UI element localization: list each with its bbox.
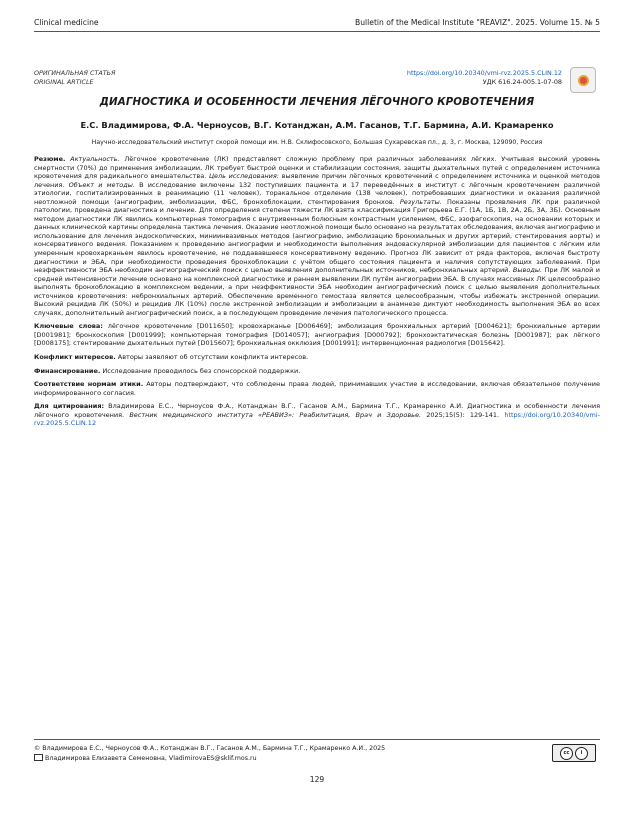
citation-issue: 2025;15(5): 129-141. (426, 410, 500, 419)
udc-code: УДК 616.24-005.1-07-08 (482, 78, 562, 86)
abstract (34, 155, 600, 317)
funding-label: Финансирование. (34, 366, 101, 375)
keywords-label: Ключевые слова: (34, 322, 103, 331)
copyright: © Владимирова Е.С., Черноусов Ф.А., Котанджан В.Г., Гасанов А.М., Бармина Т.Г., Крамаренко А.И., 2025 (34, 745, 386, 752)
doi-link[interactable]: https://doi.org/10.20340/vmi-rvz.2025.5.CLIN.12 (406, 69, 562, 77)
contact (34, 754, 385, 764)
contact-text[interactable]: Владимирова Елизавета Семеновна, VladimirovaES@sklif.mos.ru (45, 755, 257, 762)
ethics-label: Соответствие нормам этики. (34, 380, 144, 389)
keywords (34, 322, 600, 348)
relevance-label: Актуальность. (70, 155, 120, 163)
mail-icon (34, 754, 43, 761)
conflict-label: Конфликт интересов. (34, 353, 116, 362)
ethics-text: Авторы подтверждают, что соблюдены права людей, принимавших участие в исследовании, включая обязательное получение информированного согласия. (34, 380, 600, 397)
citation-authors: Владимирова Е.С., Черноусов Ф.А., Котанджан В.Г., Гасанов А.М., Бармина Т.Г., Крамаренко А.И. Диагностика и особенности лечения лёгочного кровотечения. (34, 402, 600, 419)
header-divider (34, 31, 600, 32)
abstract-label: Резюме. (34, 155, 66, 163)
aim-text: выявление причин лёгочных кровотечений с определением источника и оценкой методов лечения. (34, 172, 601, 189)
conclusions-label: Выводы. (512, 266, 543, 275)
article-type (34, 69, 116, 87)
article-front-matter (34, 155, 600, 433)
aim-label: Цель исследования: (208, 172, 279, 181)
keywords-text: лёгочное кровотечение [D011650]; кровохарканье [D006469]; эмболизация бронхиальных артерий [D004621]; бронхиальные артерии [D001981]; бронхоскопия [D001999]; компьютерная томография [D014057]; ангиография [D000792]; бронхоэктатическая болезнь [D001987]; рак лёгкого [D008175]; стентирование дыхательных путей [D015607]; бронхиальная окклюзия [D001991]; интервенционная радиология [D015642]. (34, 322, 600, 348)
results-text: Показаны проявления ЛК при различной патологии, проведена диагностика и лечение. Для определения степени тяжести ЛК взята классификация Григорьева Е.Г. (1А, 1Б, 1В, 2А, 2Б, 3А, 3Б). Основным методом диагностики ЛК явились компьютерная томография с внутривенным болюсным контрастным усилением, ФБС, эзофагоскопия, на основании которых и данных клинической картины определена тактика лечения. Оказание неотложной помощи было основано на результатах обследования, включая ангиографию и использование для лечения эндоскопических, миниинвазивных методов (ангиографию, эмболизацию бронхиальных и других артерий, стентирования аорты) и консервативного ведения. Показанием к проведению ангиографии и необходимости выполнения эндоваскулярной эмболизации для пациентов с лёгким или умеренным кровохарканьем явилось кровотечение, не поддававшееся консервативному ведению. Прогноз ЛК зависит от ряда факторов, включая быстроту диагностики и ЭБА, при необходимости проведения бронхоблокации с учётом общего состояния пациента и наличия сопутствующих заболеваний. При неэффективности ЭБА необходим ангиографический поиск с целью выявления дополнительных источников, небронхиальных артерий. (34, 197, 600, 275)
footer (34, 744, 385, 764)
article-type-ru: ОРИГИНАЛЬНАЯ СТАТЬЯ (34, 69, 116, 77)
funding-text: Исследование проводилось без спонсорской поддержки. (102, 366, 301, 375)
conclusions-text: При ЛК малой и средней интенсивности лечение основано на комплексной диагностике и раннем выявлении ЛК путём ангиографии ЭБА. В случаях массивных ЛК целесообразно выполнять бронхоблокацию в комплексном ведении, а при неэффективности ЭБА необходим ангиографический поиск с целью выявления дополнительных источников кровотечения: небронхиальных артерий. Обеспечение временного гемостаза является целесообразным, чтобы избежать экстренной операции. Высокий рецидив ЛК (50%) и рецидив ЛК (10%) после экстренной эмболизации и эмболизации в анамнезе диктуют необходимость выполнения ЭБА во всех случаях, дополнительный ангиографический поиск, а в последующем проведение лечения патологического процесса. (34, 266, 600, 317)
article-title: ДИАГНОСТИКА И ОСОБЕННОСТИ ЛЕЧЕНИЯ ЛЁГОЧНОГО КРОВОТЕЧЕНИЯ (99, 96, 535, 108)
author-list: Е.С. Владимирова, Ф.А. Черноусов, В.Г. Котанджан, А.М. Гасанов, Т.Г. Бармина, А.И. Крамаренко (80, 120, 554, 130)
results-label: Результаты. (399, 197, 442, 206)
funding (34, 367, 600, 376)
conflict-of-interest (34, 353, 600, 362)
citation (34, 402, 600, 428)
cc-by-license-icon[interactable]: cc i (552, 744, 596, 762)
methods-label: Объект и методы. (68, 180, 135, 189)
citation-journal: Вестник медицинского института «РЕАВИЗ»: Реабилитация, Врач и Здоровье. (129, 410, 422, 419)
relevance-text: Лёгочное кровотечение (ЛК) представляет сложную проблему при различных заболеваниях лёгких. Учитывая высокий уровень смертности (70%) до применения эмболизации, ЛК требует быстрой оценки и стабилизации состояния, защиты дыхательных путей с определением источника кровотечения для радикального вмешательства. (34, 155, 600, 181)
conflict-text: Авторы заявляют об отсутствии конфликта интересов. (117, 353, 309, 362)
article-type-en: ORIGINAL ARTICLE (34, 78, 94, 86)
check-for-updates-icon[interactable] (570, 67, 596, 93)
running-header (34, 14, 600, 30)
affiliation: Научно-исследовательский институт скорой помощи им. Н.В. Склифосовского, Большая Сухаревская пл., д. 3, г. Москва, 129090, Россия (91, 139, 543, 146)
journal-issue: Bulletin of the Medical Institute "REAVIZ". 2025. Volume 15. № 5 (355, 17, 600, 27)
page-number: 129 (309, 775, 325, 784)
section-name: Clinical medicine (34, 17, 99, 27)
article-identifiers (407, 69, 562, 87)
methods-text: В исследование включены 132 поступивших пациента и 17 переведённых в институт с лёгочным кровотечением различной этиологии, госпитализированных в реанимацию (11 человек), торакальное отделение (138 человек), потребовавших диагностики и оказания различной неотложной помощи (ангиографии, эмболизации, ФБС, бронхоблокации, стентирования бронхов. (34, 180, 600, 206)
citation-doi-link[interactable]: https://doi.org/10.20340/vmi-rvz.2025.5.CLIN.12 (34, 410, 600, 428)
footer-divider (34, 739, 600, 740)
citation-label: Для цитирования: (34, 402, 105, 411)
ethics (34, 380, 600, 397)
